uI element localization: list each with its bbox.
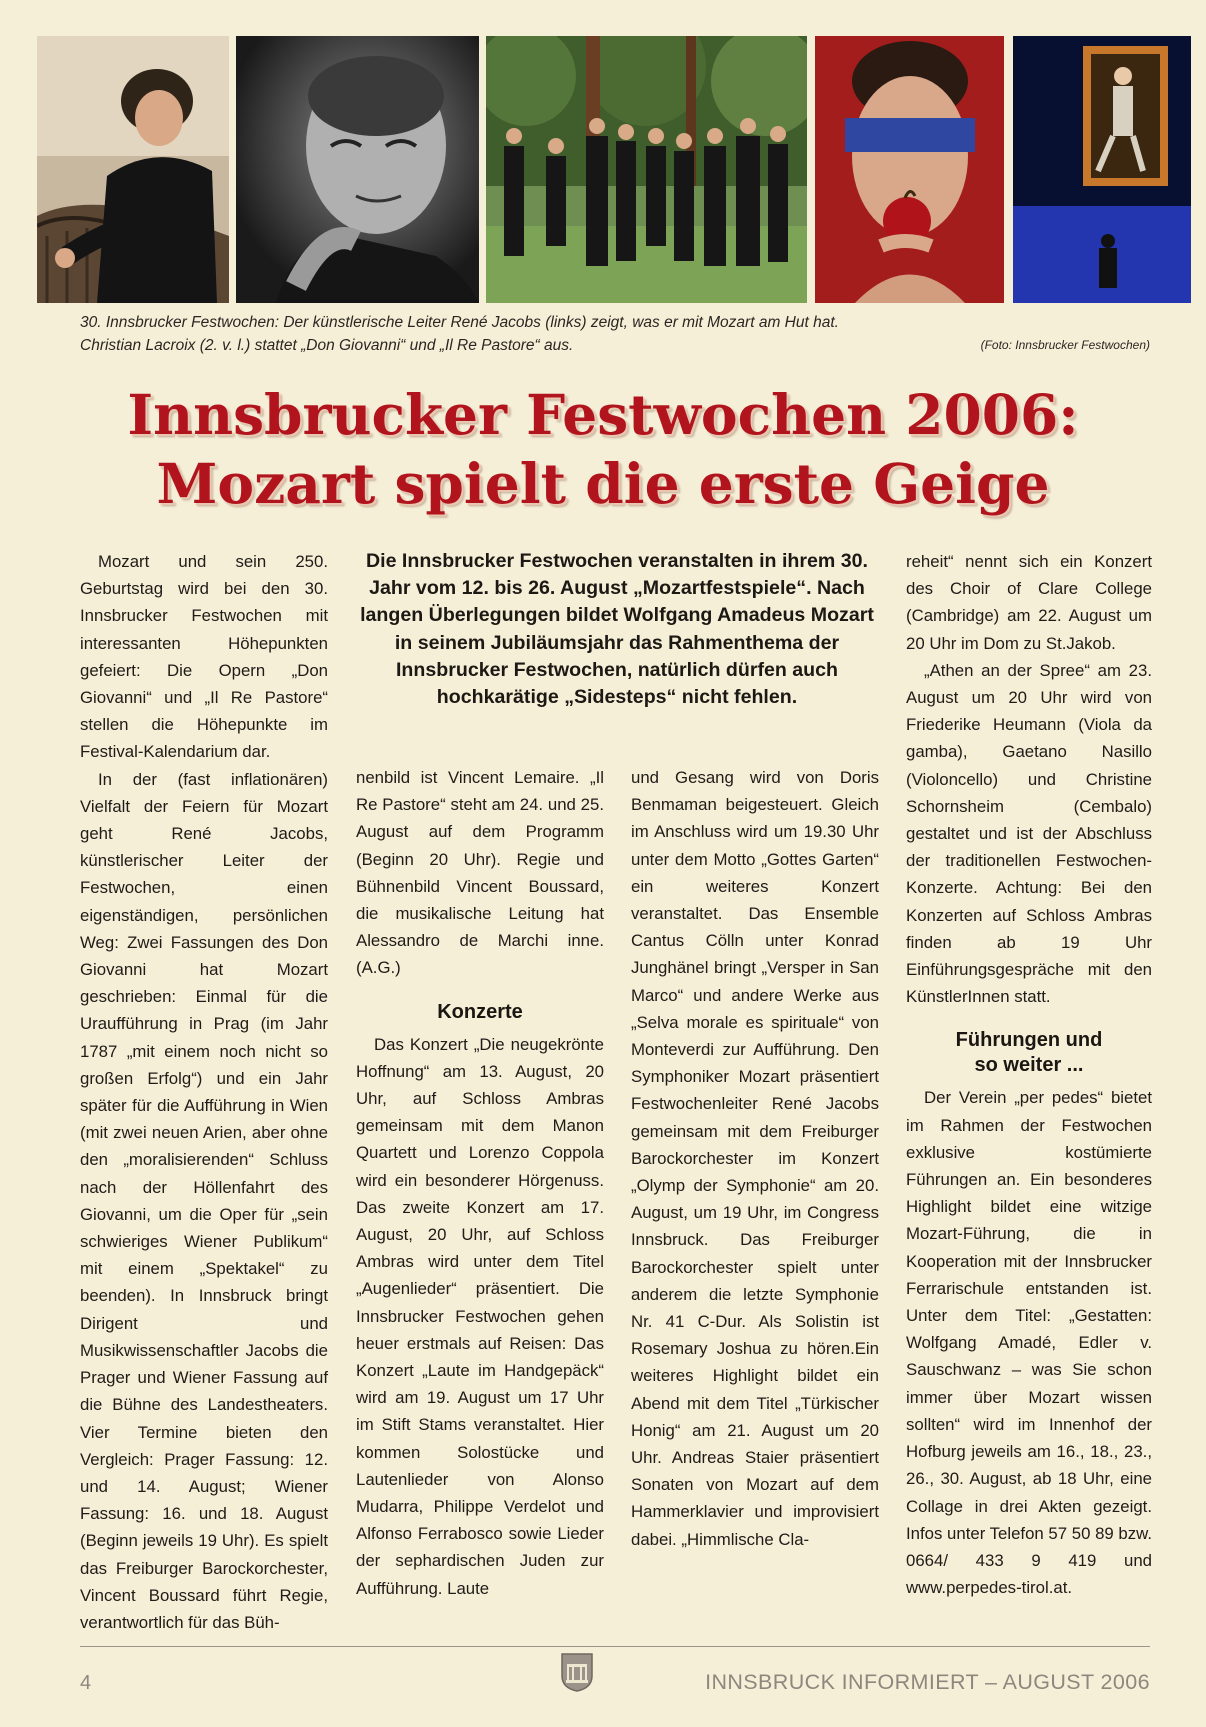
col4-paragraph-1: reheit“ nennt sich ein Konzert des Choir of Clare College (Cambridge) am 22. August um 20 Uhr im Dom zu St.Jakob.: [906, 552, 1152, 653]
photo-rene-jacobs: [37, 36, 229, 303]
caption-line-1: 30. Innsbrucker Festwochen: Der künstlerische Leiter René Jacobs (links) zeigt, was er mit Mozart am Hut hat.: [80, 314, 839, 331]
headline-line-1: Innsbrucker Festwochen 2006:: [127, 382, 1079, 447]
col4-paragraph-3: Der Verein „per pedes“ bietet im Rahmen der Festwochen exklusive kostümierte Führungen an. Ein besonderes Highlight bildet eine witzige Mozart-Führung, die in Kooperation mit der Innsbrucker Ferrarischule entstanden ist. Unter dem Titel: „Gestatten: Wolfgang Amadé, Edler v. Sauschwanz – was Sie schon immer über Mozart wissen sollten“ wird im Innenhof der Hofburg jeweils am 16., 18., 23., 26., 30. August, ab 18 Uhr, eine Collage in drei Akten gezeigt. Infos unter Telefon 57 50 89 bzw. 0664/ 433 9 419 und www.perpedes-tirol.at.: [906, 1088, 1152, 1598]
subhead-fuehrungen-line-1: Führungen und: [955, 1029, 1103, 1052]
column-3: [631, 764, 879, 1553]
column-2: [356, 764, 604, 1602]
col3-paragraph-1: und Gesang wird von Doris Benmaman beigesteuert. Gleich im Anschluss wird um 19.30 Uhr unter dem Motto „Gottes Garten“ ein weiteres Konzert veranstaltet. Das Ensemble Cantus Cölln unter Konrad Junghänel bringt „Versper in San Marco“ und andere Werke aus „Selva morale es spirituale“ von Monteverdi zur Aufführung. Den Symphoniker Mozart präsentiert Festwochenleiter René Jacobs gemeinsam mit dem Freiburger Barockorchester im Konzert „Olymp der Symphonie“ am 20. August, um 19 Uhr, im Congress Innsbruck. Das Freiburger Barockorchester spielt unter anderem die letzte Symphonie Nr. 41 C-Dur. Als Solistin ist Rosemary Joshua zu hören.Ein weiteres Highlight bildet ein Abend mit dem Titel „Türkischer Honig“ am 21. August um 20 Uhr. Andreas Staier präsentiert Sonaten von Mozart auf dem Hammerklavier und improvisiert dabei. „Himmlische Cla-: [631, 768, 879, 1549]
city-crest-icon: [560, 1652, 594, 1692]
lead-paragraph: Die Innsbrucker Festwochen veranstalten in ihrem 30. Jahr vom 12. bis 26. August „Mozartfestspiele“. Nach langen Überlegungen bildet Wolfgang Amadeus Mozart in seinem Jubiläumsjahr das Rahmenthema der Innsbrucker Festwochen, natürlich dürfen auch hochkarätige „Sidesteps“ nicht fehlen.: [360, 550, 874, 709]
subhead-fuehrungen-line-2: so weiter ...: [974, 1054, 1084, 1077]
photo-credit: (Foto: Innsbrucker Festwochen): [980, 338, 1150, 352]
photo-strip: [37, 36, 1191, 303]
photo-portrait-bw: [236, 36, 479, 303]
page-number: 4: [80, 1672, 92, 1694]
col1-paragraph-2: In der (fast inflationären) Vielfalt der Feiern für Mozart geht René Jacobs, künstlerischer Leiter der Festwochen, einen eigenständigen, persönlichen Weg: Zwei Fassungen des Don Giovanni hat Mozart geschrieben: Einmal für die Uraufführung in Prag (im Jahr 1787 „mit einem noch nicht so großen Erfolg“) und ein Jahr später für die Aufführung in Wien (mit zwei neuen Arien, aber ohne den „moralisierenden“ Schluss nach der Höllenfahrt des Giovanni, um die Oper für „sein schwieriges Wiener Publikum“ mit einem „Spektakel“ zu beenden). In Innsbruck bringt Dirigent und Musikwissenschaftler Jacobs die Prager und Wiener Fassung auf die Bühne des Landestheaters. Vier Termine bieten den Vergleich: Prager Fassung: 12. und 14. August; Wiener Fassung: 16. und 18. August (Beginn jeweils 19 Uhr). Es spielt das Freiburger Barockorchester, Vincent Boussard führt Regie, verantwortlich für das Büh-: [80, 769, 328, 1632]
headline-line-2: Mozart spielt die erste Geige: [156, 451, 1050, 516]
photo-blindfold-apple: [815, 36, 1004, 303]
photo-stage-scene: [1013, 36, 1191, 303]
subhead-fuehrungen: [906, 1028, 1152, 1078]
caption-line-2: Christian Lacroix (2. v. l.) stattet „Don Giovanni“ und „Il Re Pastore“ aus.: [80, 337, 574, 354]
col2-paragraph-2: Das Konzert „Die neugekrönte Hoffnung“ am 13. August, 20 Uhr, auf Schloss Ambras gemeinsam mit dem Manon Quartett und Lorenzo Coppola wird ein besonderer Hörgenuss. Das zweite Konzert am 17. August, 20 Uhr, auf Schloss Ambras wird unter dem Titel „Augenlieder“ präsentiert. Die Innsbrucker Festwochen gehen heuer erstmals auf Reisen: Das Konzert „Laute im Handgepäck“ wird am 19. August um 17 Uhr im Stift Stams veranstaltet. Hier kommen Solostücke und Lautenlieder von Alonso Mudarra, Philippe Verdelot und Alfonso Ferrabosco sowie Lieder der sephardischen Juden zur Aufführung. Laute: [356, 1034, 604, 1598]
photo-choir-park: [486, 36, 807, 303]
subhead-konzerte: Konzerte: [437, 1000, 523, 1023]
footer-divider: [80, 1646, 1150, 1647]
column-1: [80, 548, 328, 1636]
column-4: [906, 548, 1152, 1601]
photo-caption: [80, 311, 1160, 357]
footer-publication-title: INNSBRUCK INFORMIERT – AUGUST 2006: [705, 1670, 1150, 1694]
col2-paragraph-1: nenbild ist Vincent Lemaire. „Il Re Pastore“ steht am 24. und 25. August auf dem Programm (Beginn 20 Uhr). Regie und Bühnenbild Vincent Boussard, die musikalische Leitung hat Alessandro de Marchi inne. (A.G.): [356, 768, 604, 978]
col4-paragraph-2: „Athen an der Spree“ am 23. August um 20 Uhr wird von Friederike Heumann (Viola da gamba), Gaetano Nasillo (Violoncello) und Christine Schornsheim (Cembalo) gestaltet und ist der Abschluss der traditionellen Festwochen-Konzerte. Achtung: Bei den Konzerten auf Schloss Ambras finden ab 19 Uhr Einführungsgespräche mit den KünstlerInnen statt.: [906, 660, 1152, 1007]
col1-paragraph-1: Mozart und sein 250. Geburtstag wird bei den 30. Innsbrucker Festwochen mit interessanten Höhepunkten gefeiert: Die Opern „Don Giovanni“ und „Il Re Pastore“ stellen die Höhepunkte im Festival-Kalendarium dar.: [80, 552, 328, 762]
headline: [40, 380, 1166, 518]
